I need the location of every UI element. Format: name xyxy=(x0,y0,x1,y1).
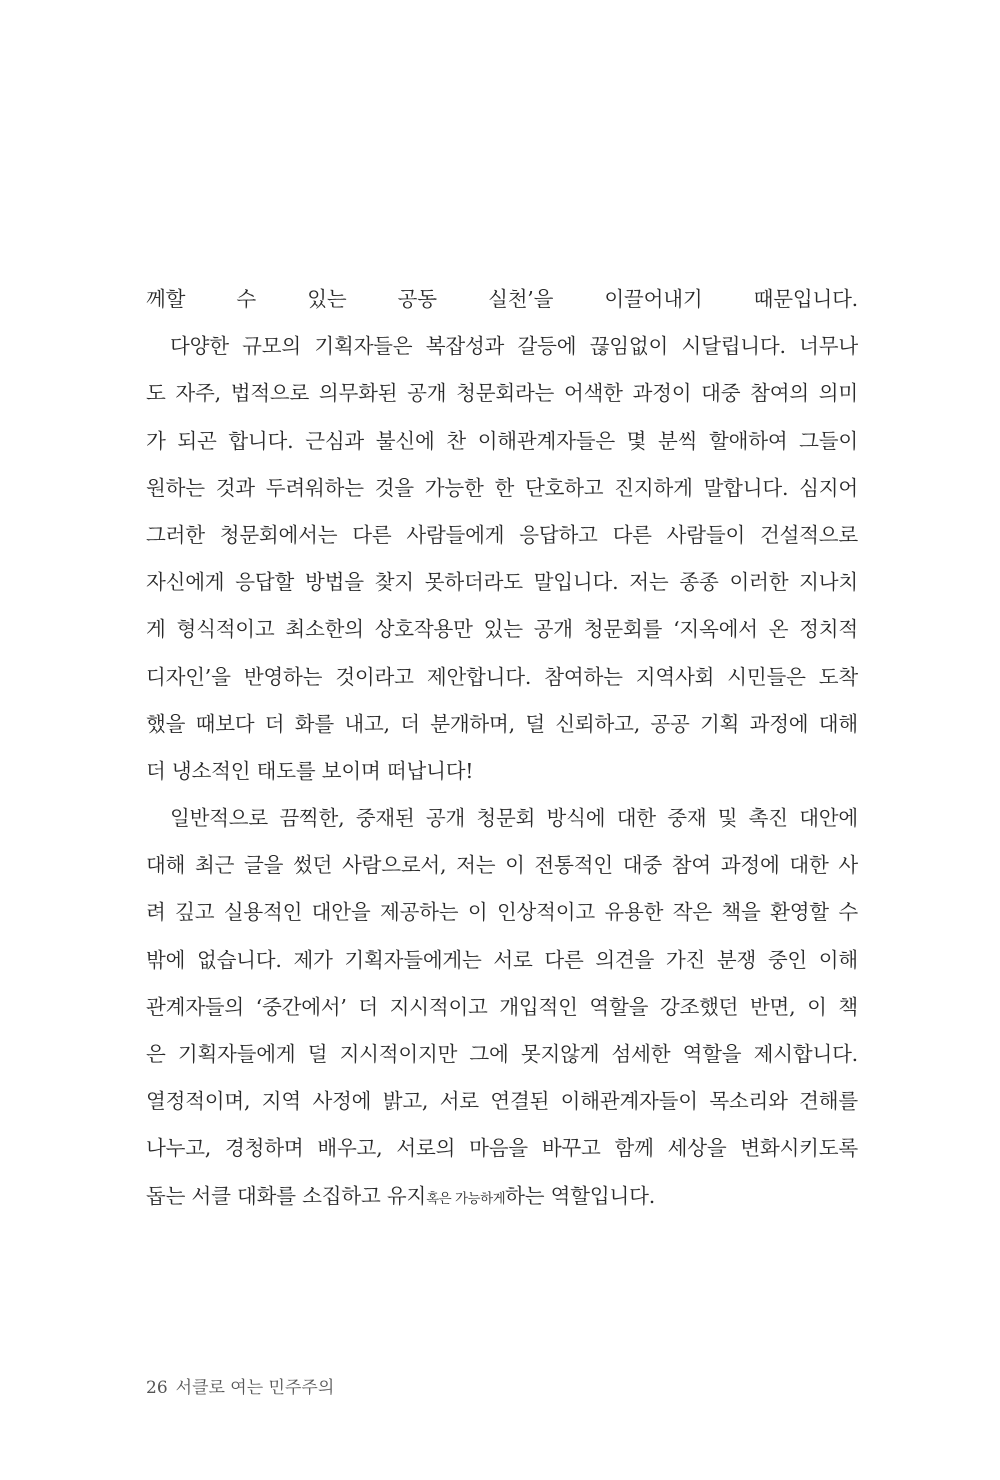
text-line: 디자인’을 반영하는 것이라고 제안합니다. 참여하는 지역사회 시민들은 도착 xyxy=(146,664,858,689)
text-line: 대해 최근 글을 썼던 사람으로서, 저는 이 전통적인 대중 참여 과정에 대한 사 xyxy=(146,853,858,878)
text-line: 께할 수 있는 공동 실천’을 이끌어내기 때문입니다. xyxy=(146,287,858,311)
text-line: 더 냉소적인 태도를 보이며 떠납니다! xyxy=(146,758,474,783)
text-line: 원하는 것과 두려워하는 것을 가능한 한 단호하고 진지하게 말합니다. 심지어 xyxy=(146,475,858,500)
page-footer xyxy=(146,1373,334,1398)
running-title: 서클로 여는 민주주의 xyxy=(175,1378,335,1398)
text-line: 가 되곤 합니다. 근심과 불신에 찬 이해관계자들은 몇 분씩 할애하여 그들이 xyxy=(146,428,858,453)
final-line-end: 하는 역할입니다. xyxy=(505,1183,656,1208)
text-line-final xyxy=(146,1173,858,1220)
final-line-small-insert: 혹은 가능하게 xyxy=(426,1190,506,1207)
text-line: 다양한 규모의 기획자들은 복잡성과 갈등에 끊임없이 시달립니다. 너무나 xyxy=(170,334,858,359)
final-line-start: 돕는 서클 대화를 소집하고 유지 xyxy=(146,1183,427,1208)
text-line: 은 기획자들에게 덜 지시적이지만 그에 못지않게 섬세한 역할을 제시합니다. xyxy=(146,1042,858,1066)
body-text xyxy=(146,276,858,1220)
text-line: 려 깊고 실용적인 대안을 제공하는 이 인상적이고 유용한 작은 책을 환영할 수 xyxy=(146,900,858,925)
text-line: 도 자주, 법적으로 의무화된 공개 청문회라는 어색한 과정이 대중 참여의 의미 xyxy=(146,381,858,406)
text-line: 일반적으로 끔찍한, 중재된 공개 청문회 방식에 대한 중재 및 촉진 대안에 xyxy=(170,806,858,831)
text-line: 그러한 청문회에서는 다른 사람들에게 응답하고 다른 사람들이 건설적으로 xyxy=(146,522,858,547)
text-line: 게 형식적이고 최소한의 상호작용만 있는 공개 청문회를 ‘지옥에서 온 정치적 xyxy=(146,617,858,642)
text-line: 밖에 없습니다. 제가 기획자들에게는 서로 다른 의견을 가진 분쟁 중인 이해 xyxy=(146,947,858,972)
text-line: 관계자들의 ‘중간에서’ 더 지시적이고 개입적인 역할을 강조했던 반면, 이 책 xyxy=(146,994,858,1019)
text-line: 자신에게 응답할 방법을 찾지 못하더라도 말입니다. 저는 종종 이러한 지나치 xyxy=(146,570,858,595)
text-line: 열정적이며, 지역 사정에 밝고, 서로 연결된 이해관계자들이 목소리와 견해를 xyxy=(146,1089,858,1114)
text-line: 나누고, 경청하며 배우고, 서로의 마음을 바꾸고 함께 세상을 변화시키도록 xyxy=(146,1136,858,1161)
text-line: 했을 때보다 더 화를 내고, 더 분개하며, 덜 신뢰하고, 공공 기획 과정에 대해 xyxy=(146,711,858,736)
page-number: 26 xyxy=(146,1378,168,1398)
